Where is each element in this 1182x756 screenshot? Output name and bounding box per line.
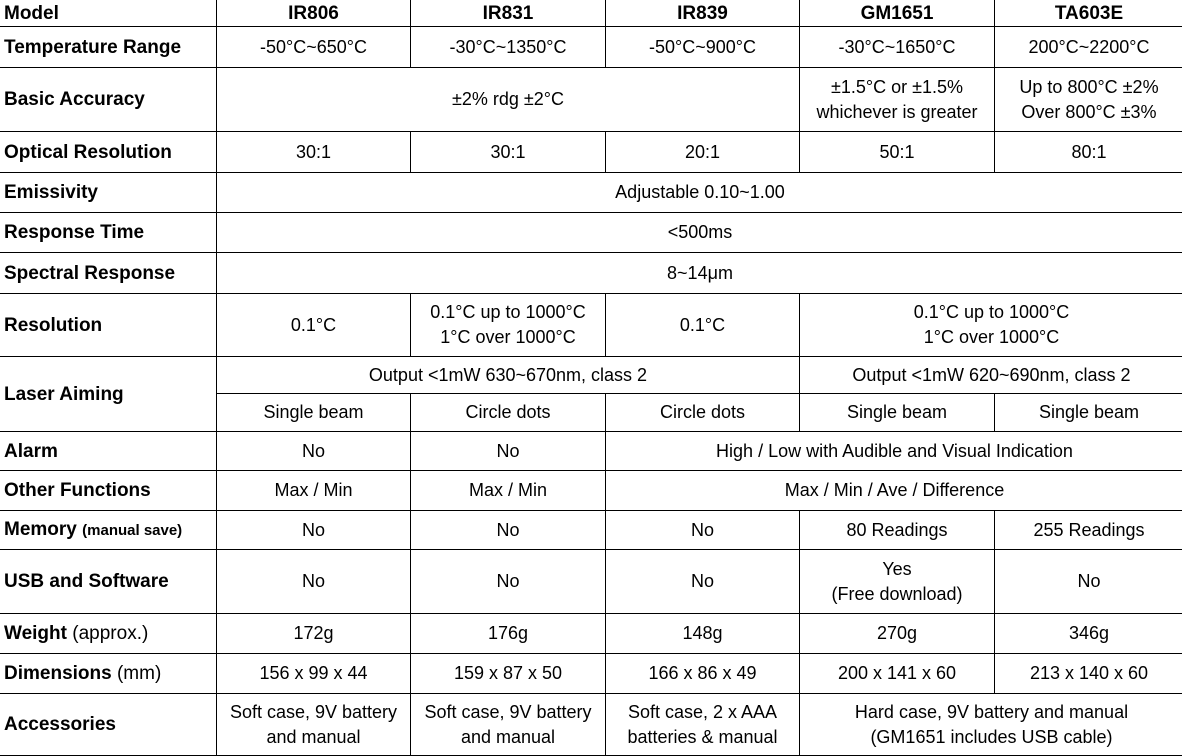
row-header-temperature-range: Temperature Range bbox=[0, 27, 217, 68]
cell-optical-gm1651: 50:1 bbox=[800, 132, 995, 173]
cell-beam-ir831: Circle dots bbox=[411, 394, 606, 432]
table-row-other-functions bbox=[0, 471, 1182, 511]
accessories-ir831-line1: Soft case, 9V battery bbox=[413, 700, 603, 725]
cell-optical-ta603e: 80:1 bbox=[995, 132, 1182, 173]
cell-beam-gm1651: Single beam bbox=[800, 394, 995, 432]
table-row-basic-accuracy bbox=[0, 68, 1182, 132]
cell-dimensions-gm1651: 200 x 141 x 60 bbox=[800, 654, 995, 694]
usb-gm1651-line1: Yes bbox=[802, 557, 992, 582]
row-header-response-time: Response Time bbox=[0, 213, 217, 253]
resolution-gm-ta-line2: 1°C over 1000°C bbox=[802, 325, 1181, 350]
weight-label: Weight bbox=[4, 623, 67, 644]
cell-weight-ir831: 176g bbox=[411, 614, 606, 654]
cell-accessories-gm-ta bbox=[800, 694, 1182, 756]
model-gm1651: GM1651 bbox=[800, 0, 995, 27]
resolution-ir831-line1: 0.1°C up to 1000°C bbox=[413, 300, 603, 325]
cell-memory-gm1651: 80 Readings bbox=[800, 511, 995, 550]
cell-alarm-ir806: No bbox=[217, 432, 411, 471]
row-header-laser-aiming: Laser Aiming bbox=[0, 357, 217, 432]
cell-resolution-ir839: 0.1°C bbox=[606, 294, 800, 357]
model-ir806: IR806 bbox=[217, 0, 411, 27]
cell-beam-ir806: Single beam bbox=[217, 394, 411, 432]
table-row-laser-aiming-output bbox=[0, 357, 1182, 394]
cell-beam-ta603e: Single beam bbox=[995, 394, 1182, 432]
cell-resolution-ir806: 0.1°C bbox=[217, 294, 411, 357]
cell-weight-ta603e: 346g bbox=[995, 614, 1182, 654]
accessories-ir806-line2: and manual bbox=[219, 725, 408, 750]
accessories-ir839-line1: Soft case, 2 x AAA bbox=[608, 700, 797, 725]
dimensions-label-sub: (mm) bbox=[117, 663, 161, 684]
row-header-resolution: Resolution bbox=[0, 294, 217, 357]
cell-accuracy-ta603e bbox=[995, 68, 1182, 132]
cell-accuracy-ir-series: ±2% rdg ±2°C bbox=[217, 68, 800, 132]
cell-weight-ir806: 172g bbox=[217, 614, 411, 654]
cell-laser-output-ir-series: Output <1mW 630~670nm, class 2 bbox=[217, 357, 800, 394]
cell-response-time-all: <500ms bbox=[217, 213, 1182, 253]
model-ir831: IR831 bbox=[411, 0, 606, 27]
cell-temp-ta603e: 200°C~2200°C bbox=[995, 27, 1182, 68]
dimensions-label: Dimensions bbox=[4, 663, 112, 684]
table-row-model bbox=[0, 0, 1182, 27]
cell-accessories-ir831 bbox=[411, 694, 606, 756]
cell-weight-ir839: 148g bbox=[606, 614, 800, 654]
row-header-accessories: Accessories bbox=[0, 694, 217, 756]
cell-memory-ir839: No bbox=[606, 511, 800, 550]
cell-functions-ir806: Max / Min bbox=[217, 471, 411, 511]
table-row-alarm bbox=[0, 432, 1182, 471]
row-header-usb-software: USB and Software bbox=[0, 550, 217, 614]
cell-functions-ir831: Max / Min bbox=[411, 471, 606, 511]
accuracy-ta603e-line1: Up to 800°C ±2% bbox=[997, 75, 1181, 100]
row-header-emissivity: Emissivity bbox=[0, 173, 217, 213]
cell-laser-output-gm-ta: Output <1mW 620~690nm, class 2 bbox=[800, 357, 1182, 394]
cell-beam-ir839: Circle dots bbox=[606, 394, 800, 432]
row-header-optical-resolution: Optical Resolution bbox=[0, 132, 217, 173]
cell-dimensions-ir806: 156 x 99 x 44 bbox=[217, 654, 411, 694]
accuracy-gm1651-line1: ±1.5°C or ±1.5% bbox=[802, 75, 992, 100]
cell-dimensions-ir839: 166 x 86 x 49 bbox=[606, 654, 800, 694]
cell-dimensions-ta603e: 213 x 140 x 60 bbox=[995, 654, 1182, 694]
cell-memory-ir831: No bbox=[411, 511, 606, 550]
cell-functions-rest: Max / Min / Ave / Difference bbox=[606, 471, 1182, 511]
table-row-optical-resolution bbox=[0, 132, 1182, 173]
cell-memory-ir806: No bbox=[217, 511, 411, 550]
cell-memory-ta603e: 255 Readings bbox=[995, 511, 1182, 550]
cell-accessories-ir806 bbox=[217, 694, 411, 756]
table-row-temperature-range bbox=[0, 27, 1182, 68]
memory-label-sub: (manual save) bbox=[82, 522, 182, 539]
model-ta603e: TA603E bbox=[995, 0, 1182, 27]
cell-dimensions-ir831: 159 x 87 x 50 bbox=[411, 654, 606, 694]
weight-label-sub: (approx.) bbox=[72, 623, 148, 644]
row-header-alarm: Alarm bbox=[0, 432, 217, 471]
cell-temp-gm1651: -30°C~1650°C bbox=[800, 27, 995, 68]
table-row-spectral-response bbox=[0, 253, 1182, 294]
cell-alarm-rest: High / Low with Audible and Visual Indication bbox=[606, 432, 1182, 471]
row-header-other-functions: Other Functions bbox=[0, 471, 217, 511]
row-header-memory bbox=[0, 511, 217, 550]
accessories-gm-ta-line1: Hard case, 9V battery and manual bbox=[802, 700, 1181, 725]
accessories-ir839-line2: batteries & manual bbox=[608, 725, 797, 750]
table-row-response-time bbox=[0, 213, 1182, 253]
cell-temp-ir831: -30°C~1350°C bbox=[411, 27, 606, 68]
cell-usb-ir831: No bbox=[411, 550, 606, 614]
cell-emissivity-all: Adjustable 0.10~1.00 bbox=[217, 173, 1182, 213]
cell-temp-ir839: -50°C~900°C bbox=[606, 27, 800, 68]
cell-usb-gm1651 bbox=[800, 550, 995, 614]
table-row-resolution bbox=[0, 294, 1182, 357]
row-header-model: Model bbox=[0, 0, 217, 27]
table-row-dimensions bbox=[0, 654, 1182, 694]
cell-optical-ir806: 30:1 bbox=[217, 132, 411, 173]
accuracy-gm1651-line2: whichever is greater bbox=[802, 100, 992, 125]
accessories-ir806-line1: Soft case, 9V battery bbox=[219, 700, 408, 725]
table-row-accessories bbox=[0, 694, 1182, 756]
table-row-weight bbox=[0, 614, 1182, 654]
accuracy-ta603e-line2: Over 800°C ±3% bbox=[997, 100, 1181, 125]
row-header-basic-accuracy: Basic Accuracy bbox=[0, 68, 217, 132]
resolution-ir831-line2: 1°C over 1000°C bbox=[413, 325, 603, 350]
cell-optical-ir839: 20:1 bbox=[606, 132, 800, 173]
table-row-usb-software bbox=[0, 550, 1182, 614]
cell-weight-gm1651: 270g bbox=[800, 614, 995, 654]
cell-alarm-ir831: No bbox=[411, 432, 606, 471]
cell-optical-ir831: 30:1 bbox=[411, 132, 606, 173]
cell-usb-ir806: No bbox=[217, 550, 411, 614]
memory-label: Memory bbox=[4, 519, 77, 540]
cell-accessories-ir839 bbox=[606, 694, 800, 756]
row-header-spectral-response: Spectral Response bbox=[0, 253, 217, 294]
table-row-memory bbox=[0, 511, 1182, 550]
cell-resolution-gm-ta bbox=[800, 294, 1182, 357]
cell-spectral-response-all: 8~14μm bbox=[217, 253, 1182, 294]
row-header-weight bbox=[0, 614, 217, 654]
cell-accuracy-gm1651 bbox=[800, 68, 995, 132]
cell-resolution-ir831 bbox=[411, 294, 606, 357]
cell-usb-ta603e: No bbox=[995, 550, 1182, 614]
table-row-emissivity bbox=[0, 173, 1182, 213]
cell-usb-ir839: No bbox=[606, 550, 800, 614]
model-ir839: IR839 bbox=[606, 0, 800, 27]
cell-temp-ir806: -50°C~650°C bbox=[217, 27, 411, 68]
usb-gm1651-line2: (Free download) bbox=[802, 582, 992, 607]
resolution-gm-ta-line1: 0.1°C up to 1000°C bbox=[802, 300, 1181, 325]
accessories-gm-ta-line2: (GM1651 includes USB cable) bbox=[802, 725, 1181, 750]
accessories-ir831-line2: and manual bbox=[413, 725, 603, 750]
row-header-dimensions bbox=[0, 654, 217, 694]
